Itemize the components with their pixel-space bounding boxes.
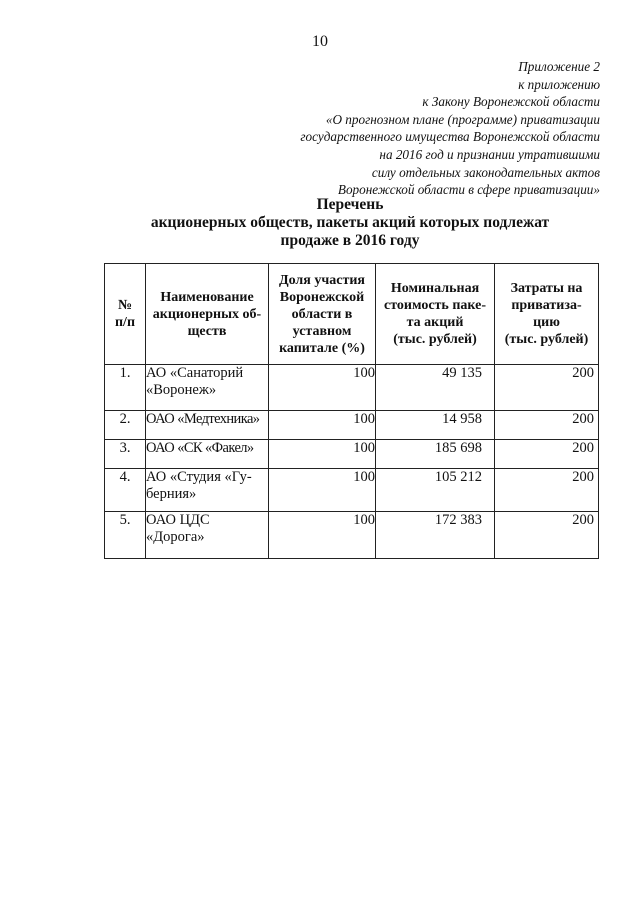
appendix-line: силу отдельных законодательных актов xyxy=(371,164,600,180)
companies-table xyxy=(104,263,599,559)
company-name: ОАО ЦДС «Дорога» xyxy=(146,512,269,559)
share-value: 100 xyxy=(269,365,376,411)
cost-value: 200 xyxy=(495,512,599,559)
cost-value: 200 xyxy=(495,440,599,469)
row-num: 5. xyxy=(105,512,146,559)
cost-value: 200 xyxy=(495,469,599,512)
row-num: 4. xyxy=(105,469,146,512)
appendix-note xyxy=(200,58,600,199)
table-row xyxy=(105,440,599,469)
appendix-line: Приложение 2 xyxy=(518,59,600,74)
nominal-value: 172 383 xyxy=(376,512,495,559)
row-num: 3. xyxy=(105,440,146,469)
cost-value: 200 xyxy=(495,365,599,411)
appendix-line: «О прогнозном плане (программе) приватизации xyxy=(325,111,600,127)
appendix-line: государственного имущества Воронежской области xyxy=(300,129,600,145)
table-row xyxy=(105,512,599,559)
title-line: Перечень xyxy=(316,196,384,213)
appendix-line: на 2016 год и признании утратившими xyxy=(379,146,600,162)
header-cost: Затраты на приватиза- цию (тыс. рублей) xyxy=(495,264,599,365)
appendix-line: к Закону Воронежской области xyxy=(422,94,600,110)
header-num: № п/п xyxy=(105,264,146,365)
share-value: 100 xyxy=(269,512,376,559)
document-title xyxy=(100,196,600,250)
title-line: акционерных обществ, пакеты акций которых подлежат xyxy=(150,214,550,231)
share-value: 100 xyxy=(269,469,376,512)
appendix-line: Воронежской области в сфере приватизации» xyxy=(337,182,600,198)
nominal-value: 14 958 xyxy=(376,411,495,440)
company-name: ОАО «Медтехника» xyxy=(146,411,269,440)
row-num: 2. xyxy=(105,411,146,440)
cost-value: 200 xyxy=(495,411,599,440)
share-value: 100 xyxy=(269,411,376,440)
table-row xyxy=(105,411,599,440)
company-name: АО «Санаторий «Воронеж» xyxy=(146,365,269,411)
table-row xyxy=(105,365,599,411)
nominal-value: 105 212 xyxy=(376,469,495,512)
page-number: 10 xyxy=(312,33,328,50)
company-name: АО «Студия «Гу- берния» xyxy=(146,469,269,512)
appendix-line: к приложению xyxy=(518,76,600,92)
header-share: Доля участия Воронежской области в уставном капитале (%) xyxy=(269,264,376,365)
nominal-value: 185 698 xyxy=(376,440,495,469)
row-num: 1. xyxy=(105,365,146,411)
company-name: ОАО «СК «Факел» xyxy=(146,440,269,469)
share-value: 100 xyxy=(269,440,376,469)
header-name: Наименование акционерных об- ществ xyxy=(146,264,269,365)
header-nominal: Номинальная стоимость паке- та акций (тыс. рублей) xyxy=(376,264,495,365)
table-header-row xyxy=(105,264,599,365)
nominal-value: 49 135 xyxy=(376,365,495,411)
title-line: продаже в 2016 году xyxy=(280,232,420,249)
table-row xyxy=(105,469,599,512)
